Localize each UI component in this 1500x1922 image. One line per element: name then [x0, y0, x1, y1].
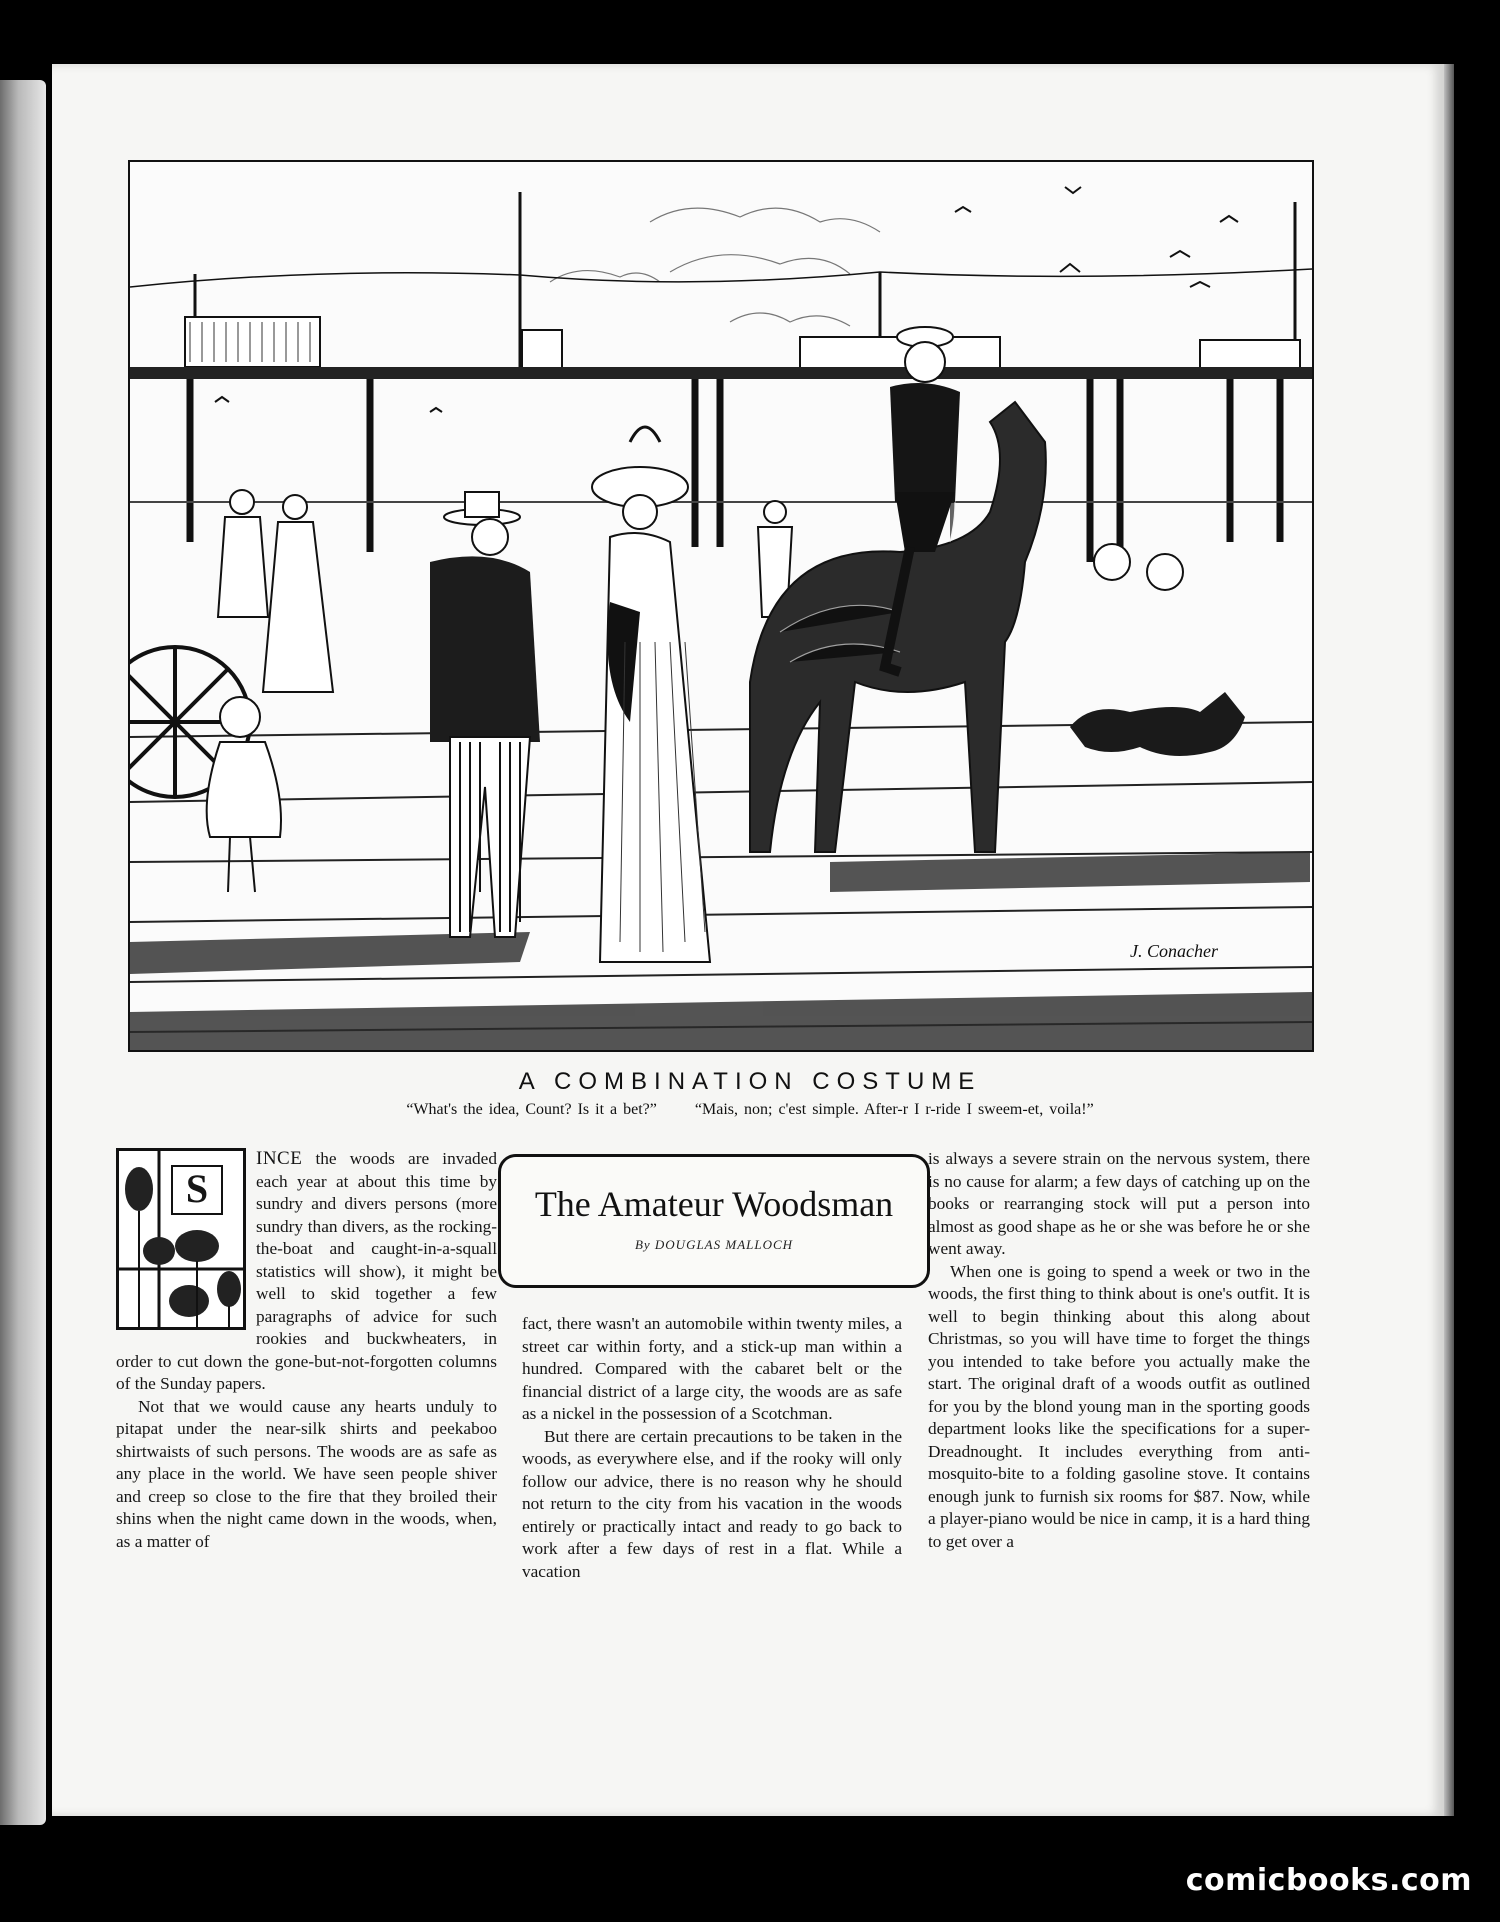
- horse-and-rider: [750, 327, 1046, 852]
- boardwalk-illustration: [128, 160, 1314, 1052]
- light-string: [130, 269, 1312, 287]
- first-word: INCE: [256, 1148, 303, 1169]
- text-column-2: [522, 1313, 902, 1583]
- beach-scene-drawing: [130, 162, 1312, 1050]
- paragraph: When one is going to spend a week or two in the woods, the first thing to think about is one's outfit. It is well to begin thinking about this along about Christmas, so you will have time to forget the things you intended to take before you actually make the start. The original draft of a woods outfit as outlined for you by the blond young man in the sporting goods department looks like the specifications for a super-Dreadnought. It includes everything from anti-mosquito-bite to a folding gasoline stove. It contains enough junk to furnish six rooms for $87. Now, while a player-piano would be nice in camp, it is a hard thing to get over a: [928, 1261, 1310, 1551]
- pier-pilings: [190, 379, 1280, 562]
- pier-buildings: [185, 317, 1300, 370]
- article-title: The Amateur Woodsman: [534, 1184, 894, 1224]
- sky-clouds: [550, 208, 880, 326]
- illustration-caption-quote: [0, 1101, 1500, 1119]
- man-in-boater: [430, 492, 540, 937]
- drop-cap-letter: S: [171, 1165, 223, 1215]
- caption-quote-left: “What's the idea, Count? Is it a bet?”: [406, 1101, 657, 1118]
- paragraph: But there are certain precautions to be taken in the woods, as everywhere else, and if the rooky will only follow our advice, there is no reason why he should not return to the city from his vacation in the woods entirely or practically intact and ready to go back to work after a few days of rest in a flat. While a vacation: [522, 1426, 902, 1581]
- facing-page-edge: [0, 80, 46, 1825]
- pier-deck: [130, 367, 1312, 379]
- caption-quote-right: “Mais, non; c'est simple. After-r I r-ride I sweem-et, voila!”: [694, 1101, 1094, 1118]
- illustration-caption-title: A COMBINATION COSTUME: [518, 1068, 982, 1095]
- poles: [195, 192, 1295, 372]
- text-column-3: [928, 1148, 1310, 1553]
- paragraph: is always a severe strain on the nervous system, there is no cause for alarm; a few days of catching up on the books or rearranging stock will put a person into almost as good shape as he or she was before he or she went away.: [928, 1149, 1310, 1258]
- page-edge-shadow: [1444, 64, 1454, 1816]
- text-column-1: [116, 1148, 497, 1553]
- paragraph-text: the woods are invaded each year at about this time by sundry and divers persons (more sundry than divers, as the rocking-the-boat and caught-in-a-squall statistics will show), it might be well to skid together a few paragraphs of advice for such rookies and buckwheaters, in order to cut down the gone-but-not-forgotten columns of the Sunday papers.: [116, 1149, 497, 1393]
- running-dog: [1070, 692, 1245, 756]
- paragraph: Not that we would cause any hearts unduly to pitapat under the near-silk shirts and peekaboo shirtwaists of such persons. The woods are as safe as any place in the world. We have seen people shiver and creep so close to the fire that they broiled their shins when the night came down in the woods, when, as a matter of: [116, 1396, 497, 1551]
- artist-signature: J. Conacher: [1130, 941, 1218, 961]
- little-girl: [207, 697, 281, 892]
- article-byline: By DOUGLAS MALLOCH: [634, 1237, 794, 1252]
- drop-cap-ornament: [116, 1148, 246, 1330]
- article-title-box: [498, 1154, 930, 1288]
- paragraph: fact, there wasn't an automobile within twenty miles, a street car within forty, and a stick-up man within a hundred. Compared with the cabaret belt or the financial district of a large city, the woods are as safe as a nickel in the possession of a Scotchman.: [522, 1314, 902, 1423]
- site-watermark: comicbooks.com: [1185, 1863, 1472, 1898]
